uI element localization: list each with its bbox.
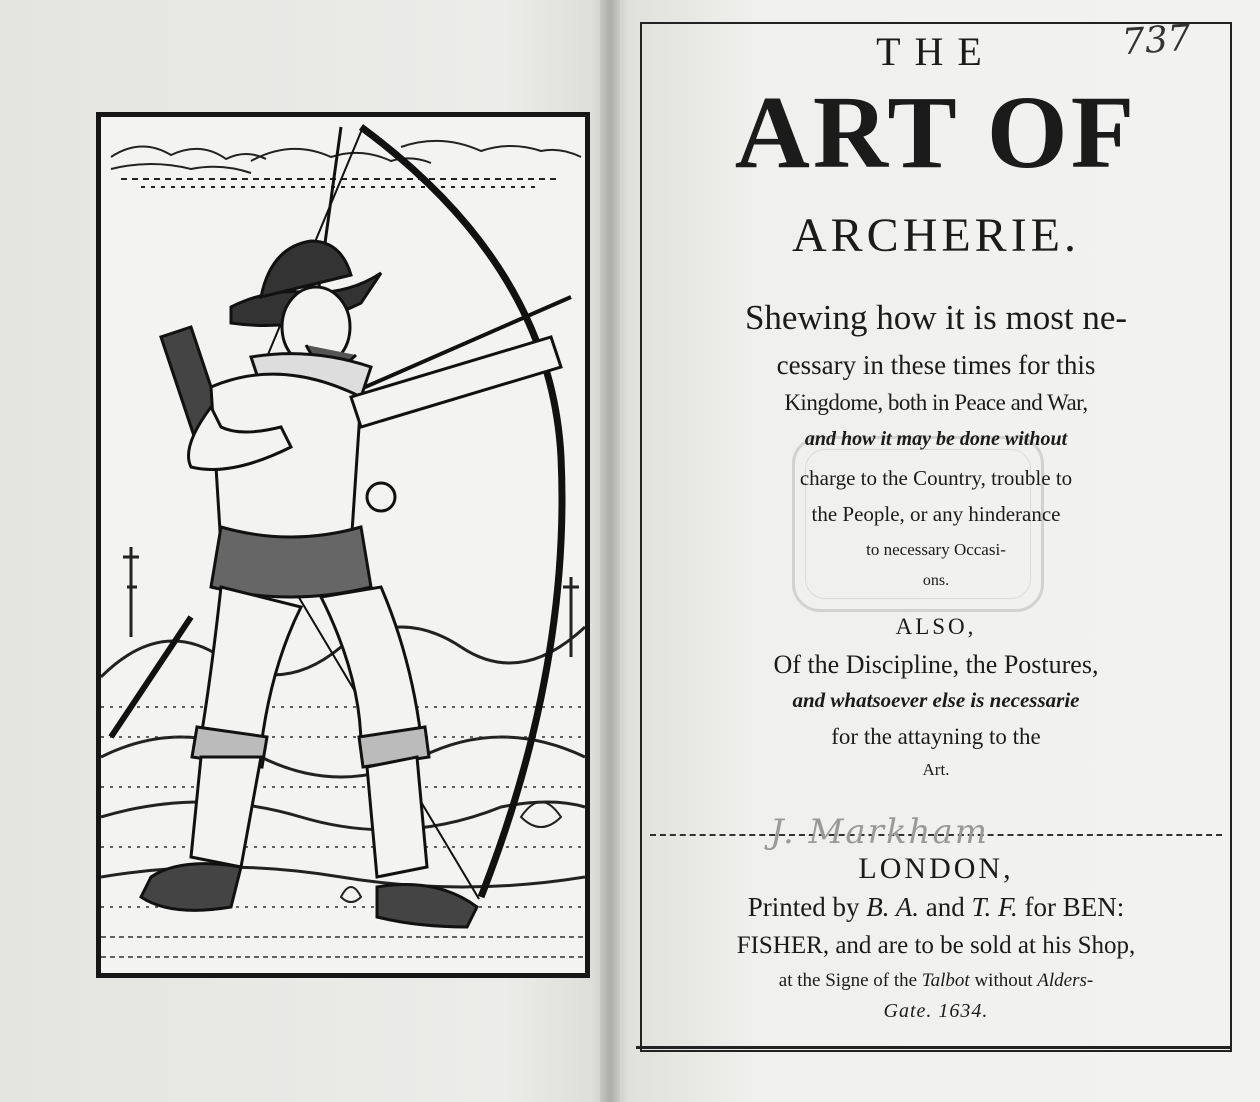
also-line-2: Of the Discipline, the Postures, — [773, 650, 1099, 679]
title-the: THE — [876, 29, 996, 74]
imprint-line-3-c: without — [969, 970, 1038, 991]
subtitle-line-8: ons. — [922, 572, 950, 589]
subtitle-line-3: Kingdome, both in Peace and War, — [784, 390, 1088, 415]
title-page-frame — [640, 22, 1232, 1052]
also-line-5: Art. — [922, 760, 950, 779]
subtitle-line-1: Shewing how it is most ne- — [744, 298, 1128, 337]
imprint-city: LONDON, — [858, 852, 1014, 885]
imprint-line-4: Gate. 1634. — [883, 1000, 989, 1022]
subtitle-line-4: and how it may be done without — [804, 428, 1068, 450]
imprint-line-1 — [642, 892, 1230, 923]
subtitle-line-5: charge to the Country, trouble to — [799, 466, 1073, 490]
imprint-line-1-e: for BEN: — [1017, 892, 1125, 922]
bottom-rule — [636, 1046, 1232, 1049]
imprint-talbot: Talbot — [921, 970, 970, 991]
archer-woodcut-svg — [101, 117, 585, 973]
imprint-line-1-a: Printed by — [747, 892, 867, 922]
imprint-line-3-a: at the Signe of the — [778, 970, 922, 991]
subtitle-line-7: to necessary Occasi- — [866, 540, 1006, 559]
handwritten-signature: J. Markham — [770, 812, 989, 852]
also-line-4: for the attayning to the — [831, 724, 1041, 749]
book-gutter — [600, 0, 620, 1102]
archer-woodcut-illustration — [96, 112, 590, 978]
imprint-line-1-c: and — [919, 892, 972, 922]
also-line-3: and whatsoever else is necessarie — [792, 688, 1080, 712]
imprint-line-3 — [642, 970, 1230, 992]
title-archerie: ARCHERIE. — [792, 209, 1080, 262]
also-heading: ALSO, — [895, 614, 977, 639]
subtitle-line-2: cessary in these times for this — [776, 350, 1096, 380]
imprint-line-2: FISHER, and are to be sold at his Shop, — [736, 932, 1136, 959]
handwritten-shelf-mark: 737 — [1120, 17, 1193, 64]
subtitle-line-6: the People, or any hinderance — [811, 502, 1061, 526]
title-art-of: ART OF — [734, 75, 1138, 190]
imprint-printer-tf: T. F. — [971, 892, 1018, 922]
imprint-alders: Alders- — [1037, 970, 1094, 991]
imprint-printer-ba: B. A. — [866, 892, 919, 922]
